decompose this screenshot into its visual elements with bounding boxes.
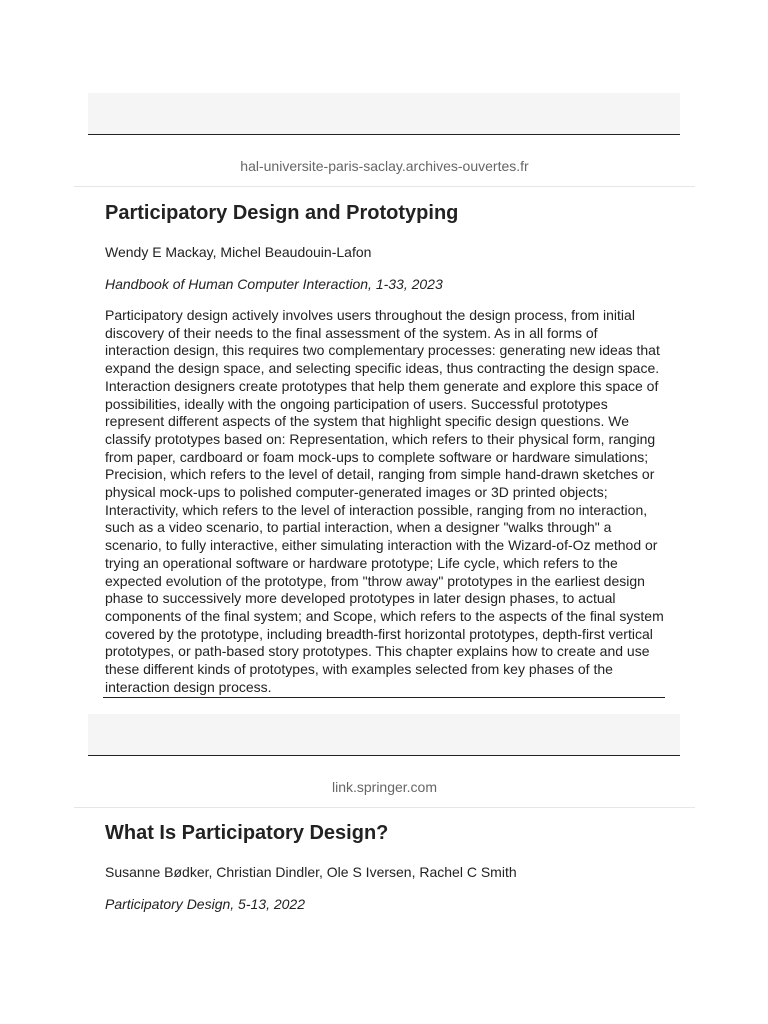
result-authors-1: Wendy E Mackay, Michel Beaudouin-Lafon xyxy=(105,244,372,260)
result-authors-2: Susanne Bødker, Christian Dindler, Ole S Iversen, Rachel C Smith xyxy=(105,864,517,880)
result-title-2[interactable]: What Is Participatory Design? xyxy=(105,822,389,844)
result-title-1[interactable]: Participatory Design and Prototyping xyxy=(105,202,459,224)
source-link[interactable]: link.springer.com xyxy=(331,779,438,795)
source-link[interactable]: hal-universite-paris-saclay.archives-ouvertes.fr xyxy=(240,158,529,174)
result-divider-1 xyxy=(103,697,665,698)
result-abstract-1: Participatory design actively involves users throughout the design process, from initial discovery of their needs to the final assessment of the system. As in all forms of interaction design, this requires two complementary processes: generating new ideas that expand the design space, and selecting specific ideas, thus contracting the design space. Interaction designers create prototypes that help them generate and explore this space of possibilities, ideally with the ongoing participation of users. Successful prototypes represent different aspects of the system that highlight specific design questions. We classify prototypes based on: Representation, which refers to their physical form, ranging from paper, cardboard or foam mock-ups to complete software or hardware simulations; Precision, which refers to the level of detail, ranging from simple hand-drawn sketches or physical mock-ups to polished computer-generated images or 3D printed objects; Interactivity, which refers to the level of interaction possible, ranging from no interaction, such as a video scenario, to partial interaction, when a designer "walks through" a scenario, to fully interactive, either simulating interaction with the Wizard-of-Oz method or trying an operational software or hardware prototype; Life cycle, which refers to the expected evolution of the prototype, from "throw away" prototypes in the earliest design phase to successively more developed prototypes in later design phases, to actual components of the final system; and Scope, which refers to the aspects of the final system covered by the prototype, including breadth-first horizontal prototypes, depth-first vertical prototypes, or path-based story prototypes. This chapter explains how to create and use these different kinds of prototypes, with examples selected from key phases of the interaction design process. xyxy=(105,307,664,695)
result-venue-1: Handbook of Human Computer Interaction, 1-33, 2023 xyxy=(105,276,443,292)
result-source-2[interactable] xyxy=(74,777,695,808)
result-source-1[interactable] xyxy=(74,156,695,187)
result-venue-2: Participatory Design, 5-13, 2022 xyxy=(105,896,305,912)
result-banner-1 xyxy=(88,93,680,135)
result-banner-2 xyxy=(88,714,680,756)
